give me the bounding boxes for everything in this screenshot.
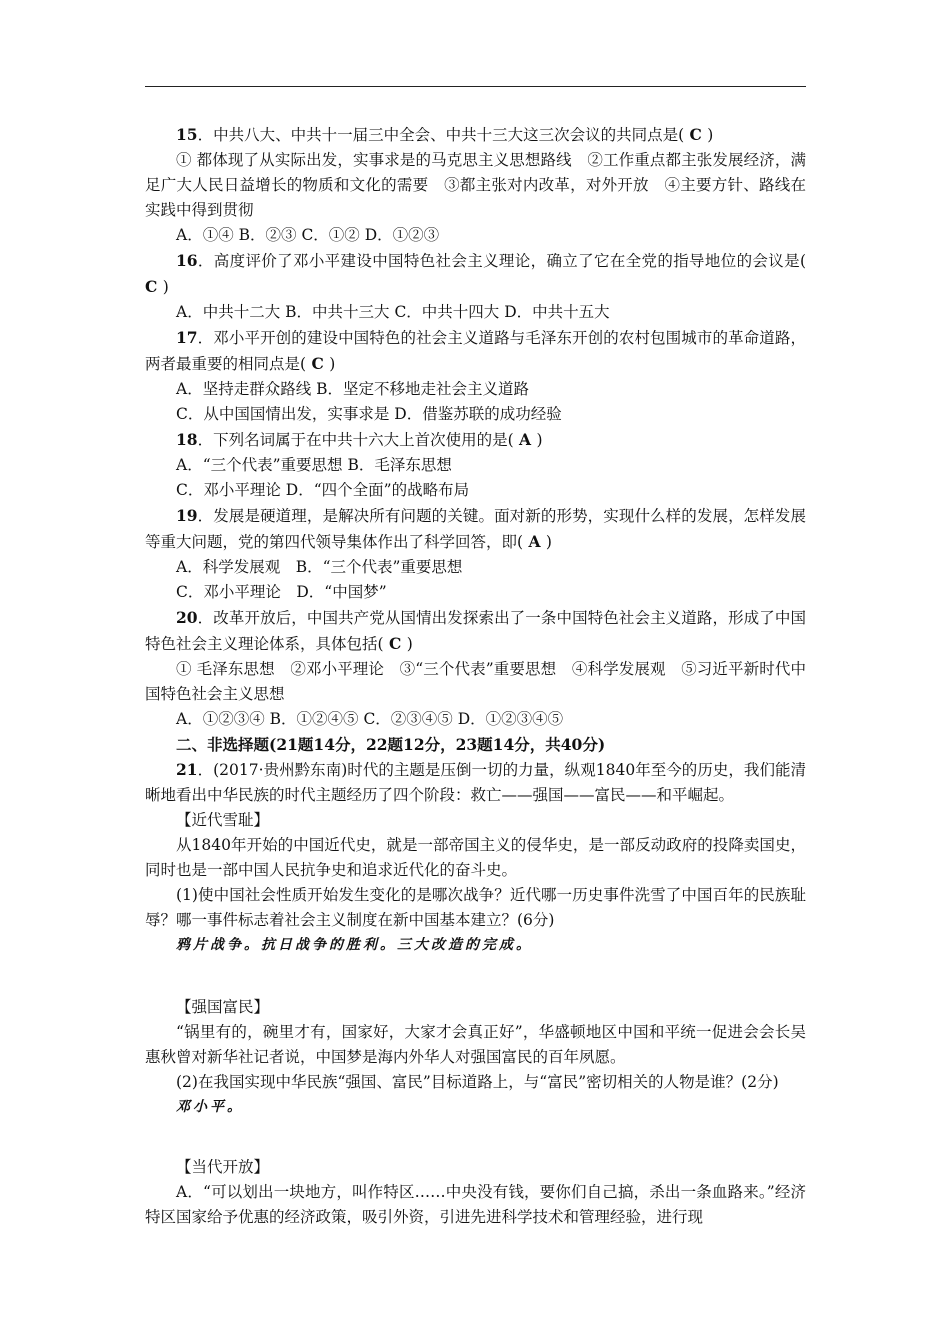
question-21-answer-1: 鸦片战争。抗日战争的胜利。三大改造的完成。	[176, 937, 533, 953]
question-15-answer: C	[684, 125, 708, 144]
question-21-heading-3: 【当代开放】	[176, 1158, 270, 1176]
question-17-options-1: A．坚持走群众路线 B．坚定不移地走社会主义道路	[176, 380, 530, 398]
question-16-text: ．高度评价了邓小平建设中国特色社会主义理论，确立了它在全党的指导地位的会议是(	[197, 252, 806, 270]
question-19-number: 19	[176, 506, 198, 525]
question-21-heading-1: 【近代雪耻】	[176, 811, 270, 829]
question-21-answer-2: 邓小平。	[176, 1099, 244, 1115]
question-21-material-2: “锅里有的，碗里才有，国家好，大家才会真正好”，华盛顿地区中国和平统一促进会会长吴惠秋曾对新华社记者说，中国梦是海内外华人对强国富民的百年夙愿。	[145, 1023, 806, 1066]
question-18-text: ．下列名词属于在中共十六大上首次使用的是(	[197, 431, 514, 449]
question-21-material-3: A．“可以划出一块地方，叫作特区……中央没有钱，要你们自己搞，杀出一条血路来。”经济特区国家给予优惠的经济政策，吸引外资，引进先进科学技术和管理经验，进行现	[145, 1183, 806, 1226]
page-body	[145, 122, 806, 1230]
question-15-number: 15	[176, 125, 198, 144]
question-19-stem: 19．发展是硬道理，是解决所有问题的关键。面对新的形势，实现什么样的发展，怎样发展等重大问题，党的第四代领导集体作出了科学回答，即( A )	[145, 506, 806, 551]
question-17-number: 17	[176, 328, 198, 347]
question-15-text: ．中共八大、中共十一届三中全会、中共十三大这三次会议的共同点是(	[197, 126, 685, 144]
question-17-options-2: C．从中国国情出发，实事求是 D．借鉴苏联的成功经验	[176, 405, 562, 423]
question-20-stem: 20．改革开放后，中国共产党从国情出发探索出了一条中国特色社会主义道路，形成了中国特色社会主义理论体系，具体包括( C )	[145, 608, 806, 653]
question-21-material-1: 从1840年开始的中国近代史，就是一部帝国主义的侵华史，是一部反动政府的投降卖国史，同时也是一部中国人民抗争史和追求近代化的奋斗史。	[145, 836, 806, 879]
question-17-stem: 17．邓小平开创的建设中国特色的社会主义道路与毛泽东开创的农村包围城市的革命道路，两者最重要的相同点是( C )	[145, 328, 806, 373]
question-16-stem: 16．高度评价了邓小平建设中国特色社会主义理论，确立了它在全党的指导地位的会议是( C )	[145, 251, 806, 296]
question-18-number: 18	[176, 430, 198, 449]
question-19-options-1: A．科学发展观 B．“三个代表”重要思想	[176, 558, 463, 576]
header-rule	[145, 86, 806, 87]
question-21-question-1: (1)使中国社会性质开始发生变化的是哪次战争？近代哪一历史事件洗雪了中国百年的民族耻辱？哪一事件标志着社会主义制度在新中国基本建立？(6分)	[145, 886, 806, 929]
question-19-answer: A	[523, 532, 546, 551]
question-19-text: ．发展是硬道理，是解决所有问题的关键。面对新的形势，实现什么样的发展，怎样发展等重大问题，党的第四代领导集体作出了科学回答，即(	[145, 507, 806, 551]
question-19-options-2: C．邓小平理论 D．“中国梦”	[176, 583, 387, 601]
question-18-options-2: C．邓小平理论 D．“四个全面”的战略布局	[176, 481, 470, 499]
question-20-number: 20	[176, 608, 198, 627]
question-21-intro	[145, 757, 806, 808]
section-2-title: 二、非选择题(21题14分，22题12分，23题14分，共40分)	[176, 735, 606, 754]
question-15-stem: 15．中共八大、中共十一届三中全会、中共十三大这三次会议的共同点是( C )	[176, 125, 714, 144]
question-21-text: ．(2017·贵州黔东南)时代的主题是压倒一切的力量，纵观1840年至今的历史，我们能清晰地看出中华民族的时代主题经历了四个阶段：救亡——强国——富民——和平崛起。	[145, 761, 806, 804]
question-20-text: ．改革开放后，中国共产党从国情出发探索出了一条中国特色社会主义道路，形成了中国特色社会主义理论体系，具体包括(	[145, 609, 806, 653]
question-20-options: A．①②③④ B．①②④⑤ C．②③④⑤ D．①②③④⑤	[176, 710, 564, 728]
question-18-options-1: A．“三个代表”重要思想 B．毛泽东思想	[176, 456, 452, 474]
question-18-answer: A	[513, 430, 537, 449]
question-18-stem: 18．下列名词属于在中共十六大上首次使用的是( A )	[176, 430, 543, 449]
question-16-number: 16	[176, 251, 198, 270]
question-17-text: ．邓小平开创的建设中国特色的社会主义道路与毛泽东开创的农村包围城市的革命道路，两者最重要的相同点是(	[145, 329, 806, 373]
question-16-answer: C	[145, 277, 163, 296]
question-20-answer: C	[383, 634, 407, 653]
question-16-options: A．中共十二大 B．中共十三大 C．中共十四大 D．中共十五大	[176, 303, 610, 321]
question-17-answer: C	[306, 354, 330, 373]
question-21-question-2: (2)在我国实现中华民族“强国、富民”目标道路上，与“富民”密切相关的人物是谁？(2分)	[176, 1073, 779, 1091]
question-15-statements: ① 都体现了从实际出发，实事求是的马克思主义思想路线 ②工作重点都主张发展经济，满足广大人民日益增长的物质和文化的需要 ③都主张对内改革，对外开放 ④主要方针、路线在实践中得到贯彻	[145, 151, 806, 219]
question-20-statements: ① 毛泽东思想 ②邓小平理论 ③“三个代表”重要思想 ④科学发展观 ⑤习近平新时代中国特色社会主义思想	[145, 660, 806, 703]
question-21-number: 21	[176, 760, 198, 779]
question-21-heading-2: 【强国富民】	[176, 998, 270, 1016]
question-15-options: A．①④ B．②③ C．①② D．①②③	[176, 226, 440, 244]
